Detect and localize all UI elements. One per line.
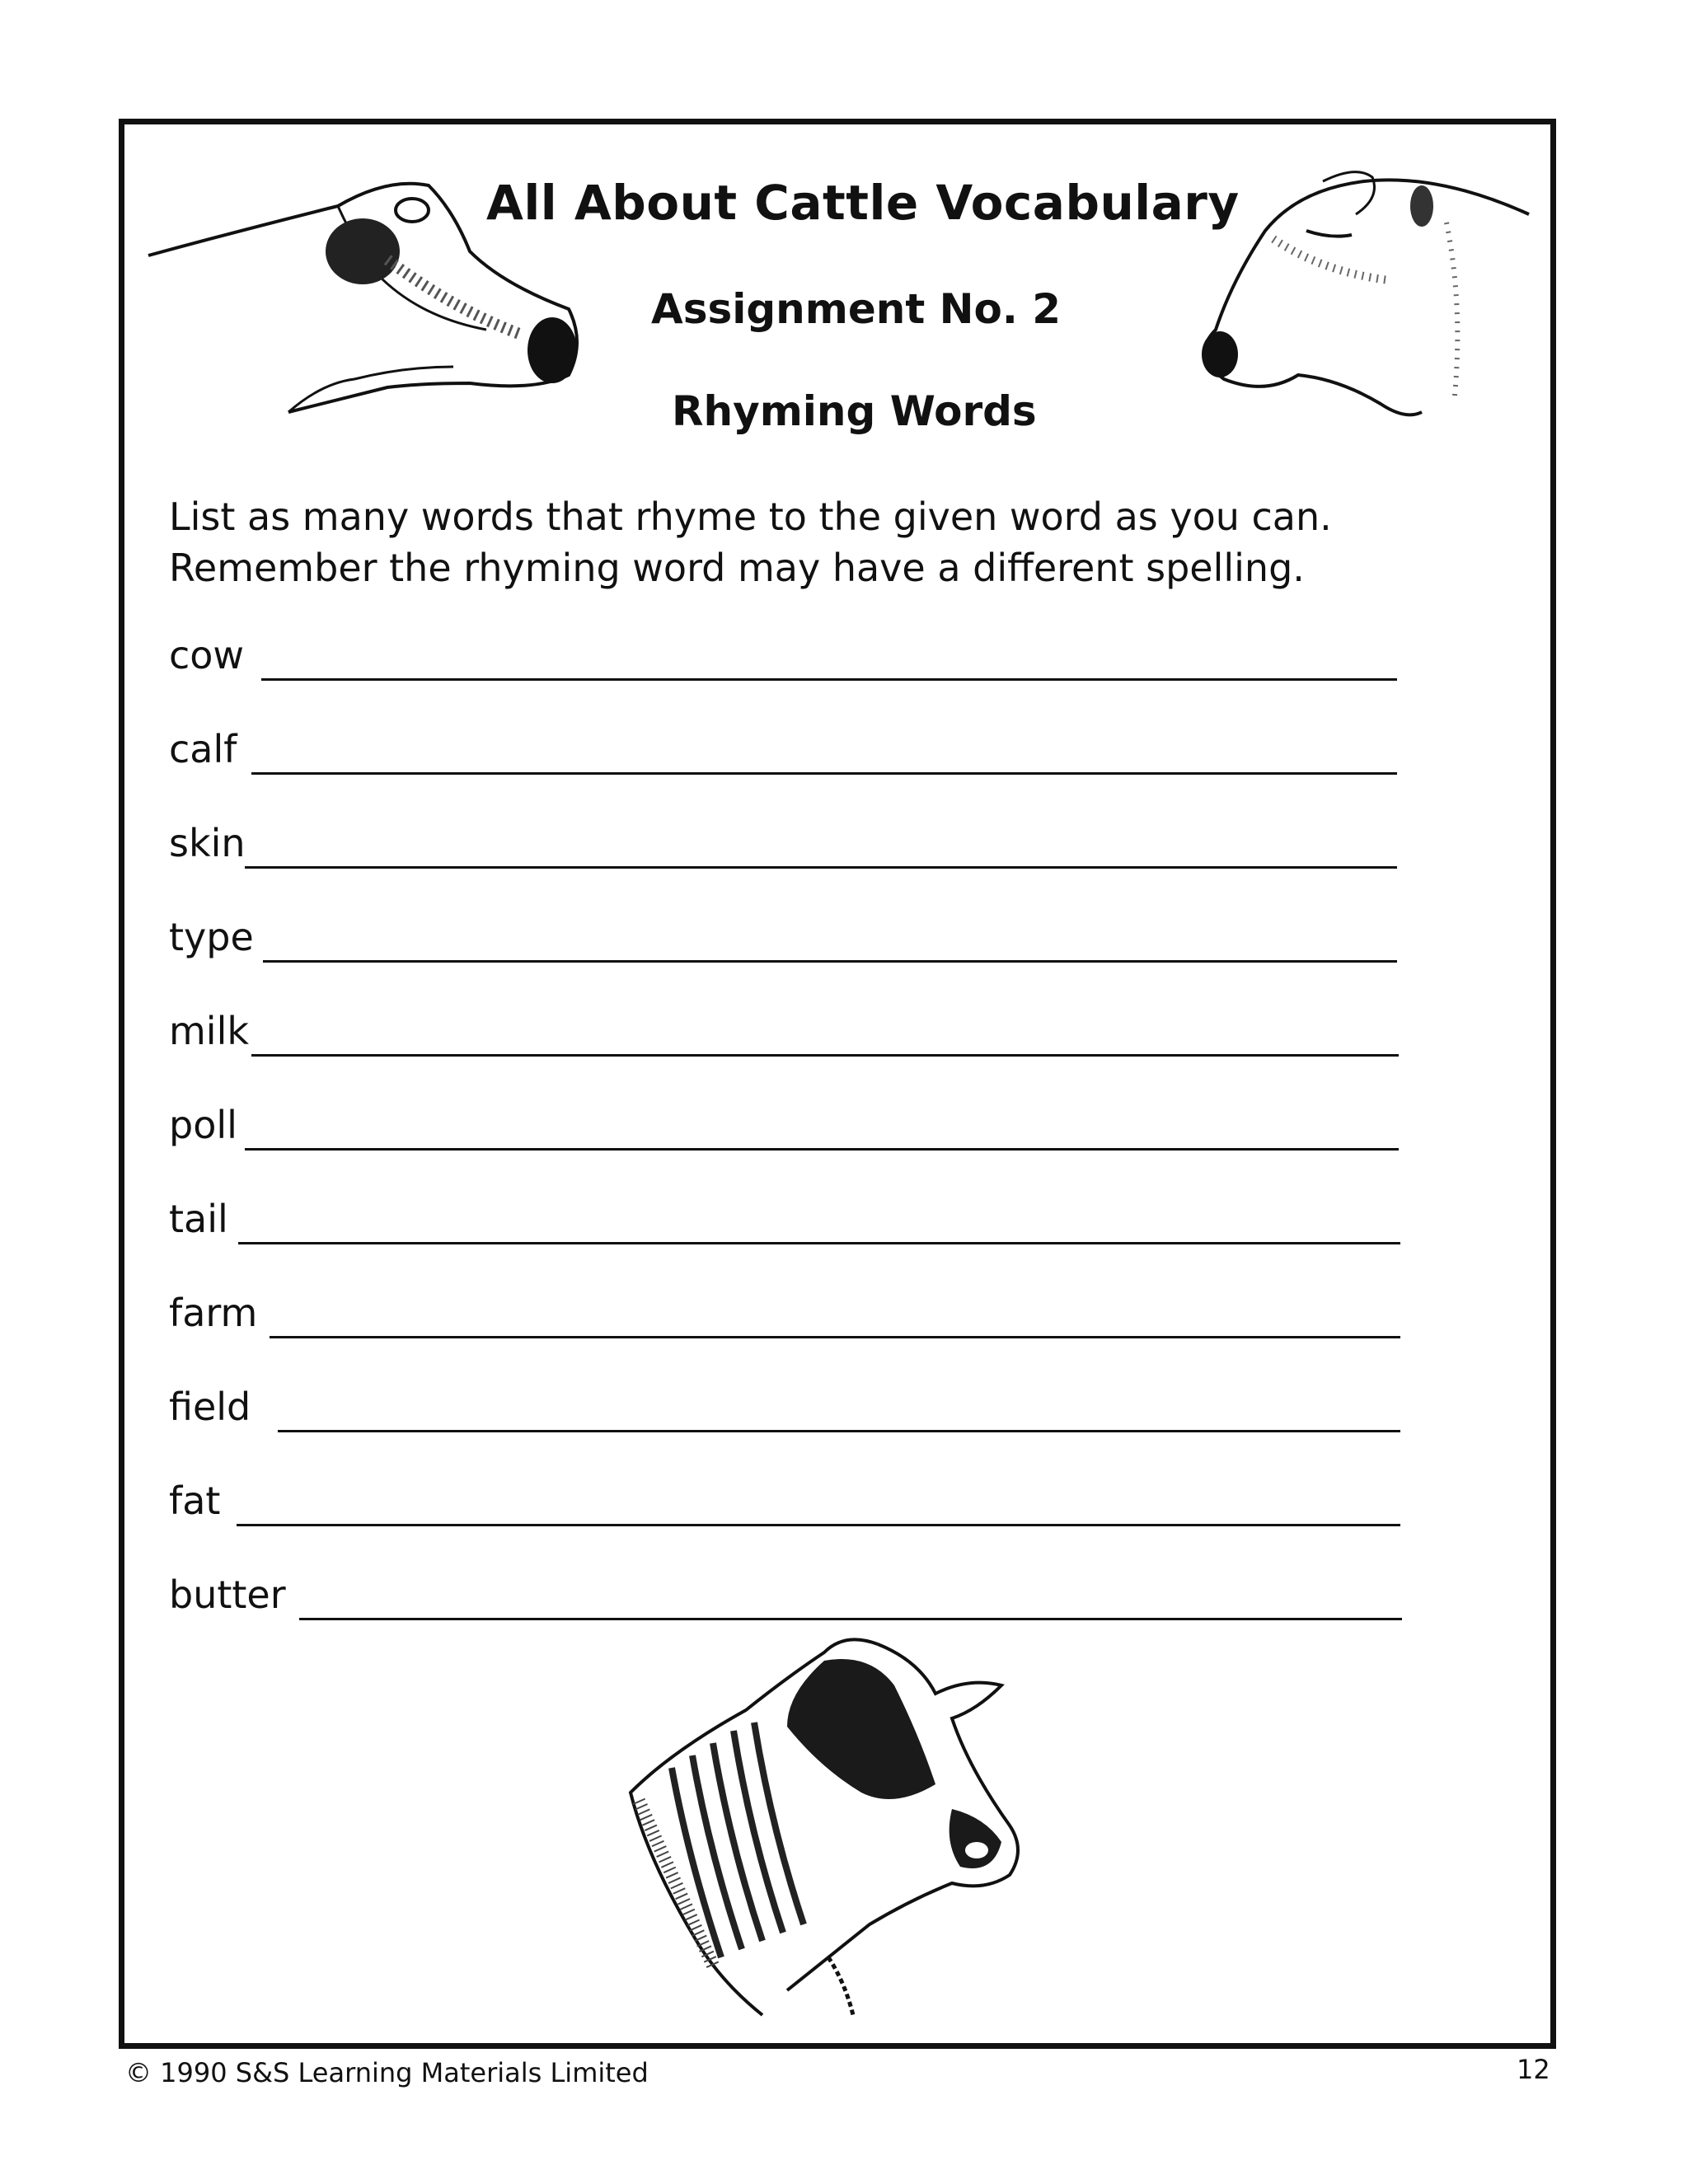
instructions — [169, 491, 1455, 593]
answer-line[interactable] — [261, 678, 1397, 681]
rhyme-row-tail[interactable] — [169, 1187, 1405, 1244]
answer-line[interactable] — [251, 772, 1397, 775]
rhyme-word: poll — [169, 1103, 237, 1147]
answer-line[interactable] — [251, 1054, 1399, 1057]
section-heading: Rhyming Words — [672, 387, 1037, 435]
rhyme-row-poll[interactable] — [169, 1093, 1405, 1151]
rhyme-row-fat[interactable] — [169, 1469, 1405, 1526]
rhyme-row-farm[interactable] — [169, 1281, 1405, 1338]
instruction-line: List as many words that rhyme to the given word as you can. — [169, 494, 1332, 539]
rhyme-word: type — [169, 915, 254, 959]
rhyme-row-skin[interactable] — [169, 811, 1405, 869]
rhyme-word: skin — [169, 821, 246, 865]
rhyme-word: farm — [169, 1291, 258, 1335]
rhyme-word: butter — [169, 1572, 286, 1617]
answer-line[interactable] — [245, 1148, 1399, 1151]
page-number: 12 — [1517, 2054, 1550, 2085]
rhyme-row-type[interactable] — [169, 905, 1405, 963]
instruction-line: Remember the rhyming word may have a different spelling. — [169, 546, 1305, 590]
answer-line[interactable] — [278, 1430, 1400, 1432]
answer-line[interactable] — [263, 960, 1397, 963]
copyright-notice: © 1990 S&S Learning Materials Limited — [125, 2057, 649, 2088]
answer-line[interactable] — [245, 866, 1397, 869]
rhyme-row-cow[interactable] — [169, 623, 1405, 681]
answer-line[interactable] — [270, 1336, 1400, 1338]
rhyme-row-field[interactable] — [169, 1375, 1405, 1432]
worksheet-title: All About Cattle Vocabulary — [486, 175, 1240, 231]
rhyme-word: fat — [169, 1479, 221, 1523]
rhyme-row-butter[interactable] — [169, 1563, 1405, 1620]
rhyme-row-calf[interactable] — [169, 717, 1405, 775]
rhyme-word: cow — [169, 633, 245, 677]
answer-line[interactable] — [237, 1524, 1400, 1526]
answer-line[interactable] — [238, 1242, 1400, 1244]
rhyme-word: field — [169, 1385, 251, 1429]
rhyme-word: tail — [169, 1197, 228, 1241]
answer-line[interactable] — [299, 1618, 1402, 1620]
rhyme-word: milk — [169, 1009, 250, 1053]
rhyme-row-milk[interactable] — [169, 999, 1405, 1057]
holstein-cow-illustration — [622, 1628, 1030, 2023]
rhyme-word: calf — [169, 727, 237, 771]
assignment-number: Assignment No. 2 — [651, 285, 1062, 333]
